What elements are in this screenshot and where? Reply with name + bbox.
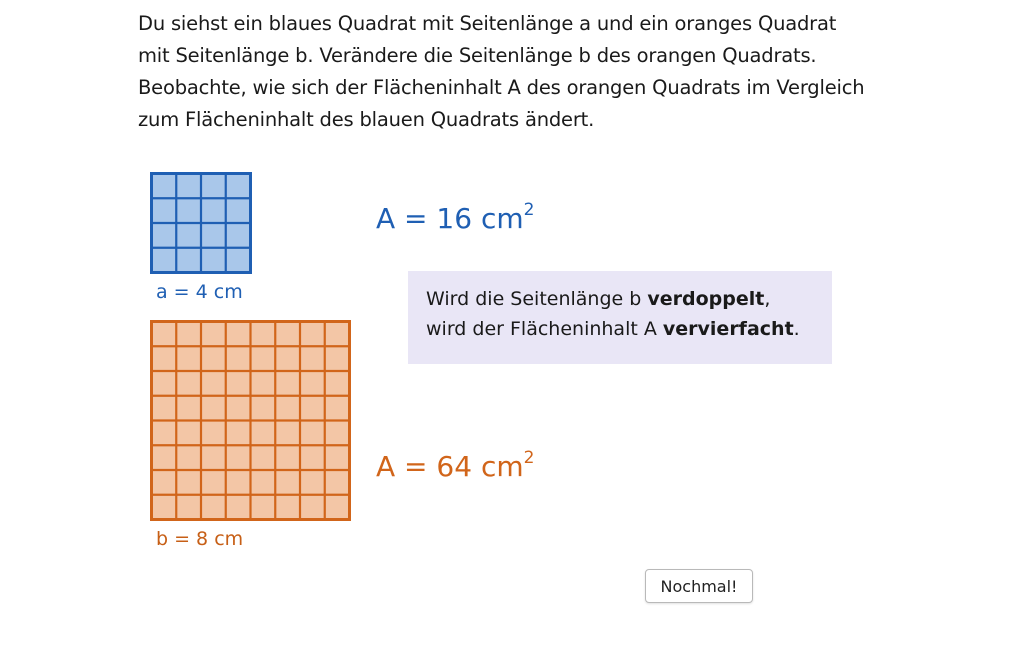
blue-area-text: A = 16 cm — [376, 202, 524, 235]
orange-area-exponent: 2 — [523, 448, 535, 468]
info-line-1 — [426, 284, 814, 314]
info-line-1-bold: verdoppelt — [647, 288, 765, 310]
info-line-2-text: wird der Flächeninhalt A — [426, 318, 663, 340]
info-line-2-end: . — [793, 318, 800, 340]
orange-area-value — [376, 450, 534, 484]
blue-area-exponent: 2 — [523, 200, 535, 220]
instruction-line: Beobachte, wie sich der Flächeninhalt A des orangen Quadrats im Vergleich — [138, 76, 865, 99]
instruction-line: mit Seitenlänge b. Verändere die Seitenlänge b des orangen Quadrats. — [138, 44, 817, 67]
blue-side-length-label: a = 4 cm — [156, 281, 243, 303]
orange-area-text: A = 64 cm — [376, 450, 524, 483]
info-box — [408, 271, 832, 364]
info-line-2 — [426, 314, 814, 344]
orange-side-length-label: b = 8 cm — [156, 528, 244, 550]
instruction-line: zum Flächeninhalt des blauen Quadrats ändert. — [138, 108, 595, 131]
info-line-1-end: , — [764, 288, 771, 310]
blue-square-grid — [150, 172, 252, 274]
orange-square-grid[interactable] — [150, 320, 351, 521]
info-line-1-text: Wird die Seitenlänge b — [426, 288, 648, 310]
instruction-line: Du siehst ein blaues Quadrat mit Seitenlänge a und ein oranges Quadrat — [138, 12, 837, 35]
blue-area-value — [376, 202, 534, 236]
repeat-button[interactable]: Nochmal! — [645, 569, 753, 603]
instruction-text — [138, 8, 918, 136]
info-line-2-bold: vervierfacht — [662, 318, 794, 340]
